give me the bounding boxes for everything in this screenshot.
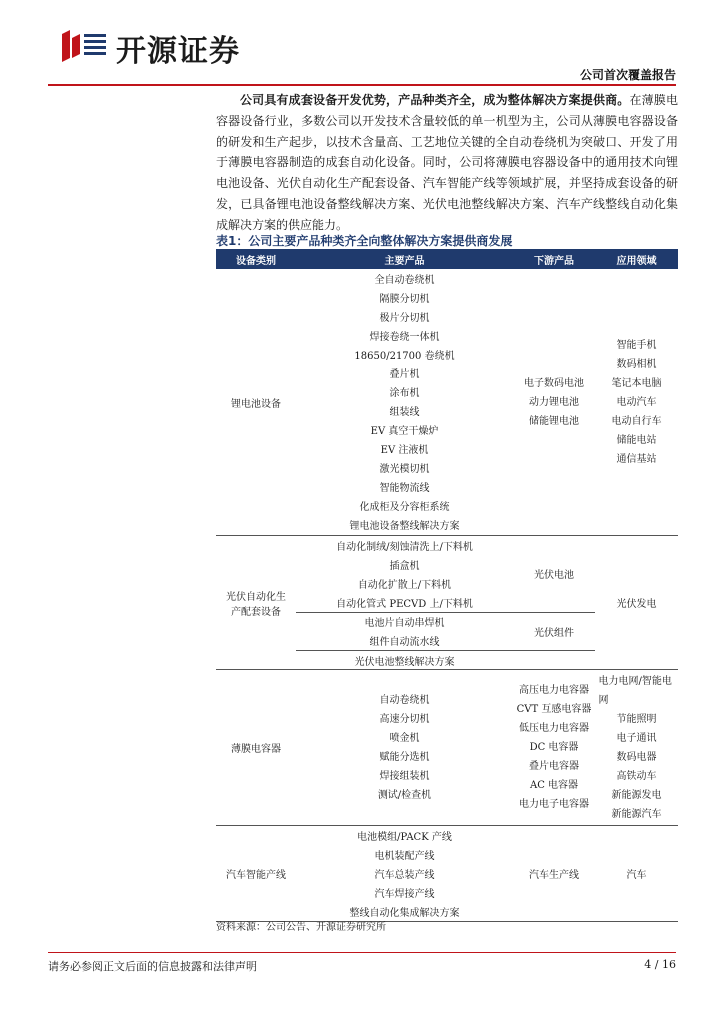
table-header-row: [216, 249, 678, 269]
downstream-item: DC 电容器: [529, 742, 579, 753]
application-item: 通信基站: [616, 453, 657, 465]
pv-subrow-modules: [296, 612, 595, 650]
table-source: 资料来源：公司公告、开源证券研究所: [216, 922, 386, 933]
table-caption: 表1：公司主要产品种类齐全向整体解决方案提供商发展: [216, 234, 513, 248]
application-item: 高铁动车: [616, 770, 657, 782]
product-item: 焊接卷绕一体机: [369, 331, 440, 343]
downstream-item: CVT 互感电容器: [516, 704, 592, 715]
downstream-item: 叠片电容器: [529, 761, 579, 772]
product-item: 隔膜分切机: [379, 293, 430, 305]
product-item: 锂电池设备整线解决方案: [349, 520, 460, 532]
product-item: 喷金机: [389, 732, 420, 744]
table-group-pv: [216, 536, 678, 670]
product-item: 叠片机: [389, 369, 420, 381]
table-group-film-capacitor: [216, 670, 678, 826]
product-item: 自动化制绒/刻蚀清洗上/下料机: [336, 541, 473, 553]
brand-logo-icon: [60, 28, 108, 64]
header-downstream: 下游产品: [534, 255, 574, 267]
paragraph-body: 在薄膜电容器设备行业，多数公司以开发技术含量较低的单一机型为主，公司从薄膜电容器设备的研发和生产起步，以技术含量高、工艺地位关键的全自动卷绕机为突破口、开发了用于薄膜电容器制造的成套自动化设备。同时，公司将薄膜电容器设备中的通用技术向锂电池设备、光伏自动化生产配套设备、汽车智能产线等领域扩展，并坚持成套设备的研发，已具备锂电池设备整线解决方案、光伏电池整线解决方案、汽车产线整线自动化集成解决方案的供应能力。: [216, 93, 678, 232]
pv-subrow-cells: [296, 536, 595, 612]
product-item: 汽车焊接产线: [374, 888, 435, 900]
product-item: 自动卷绕机: [379, 694, 430, 706]
product-item: 18650/21700 卷绕机: [354, 350, 455, 362]
downstream-cell: [513, 269, 595, 535]
page-number: 4 / 16: [644, 958, 676, 971]
product-item: 全自动卷绕机: [374, 274, 435, 286]
products-cell: [296, 670, 513, 825]
downstream-item: 动力锂电池: [529, 396, 579, 408]
pv-subrows: [296, 536, 595, 669]
table-group-auto: [216, 826, 678, 922]
header-category: 设备类别: [236, 255, 276, 267]
application-item: 电力电网/智能电网: [598, 675, 672, 706]
product-item: 电池片自动串焊机: [364, 618, 445, 630]
product-item: 测试/检查机: [377, 789, 432, 801]
downstream-item: 电力电子电容器: [519, 799, 589, 810]
product-item: 激光模切机: [379, 463, 430, 475]
product-item: 涂布机: [389, 388, 420, 400]
application-item: 数码电器: [616, 751, 657, 763]
downstream-item: 电子数码电池: [524, 377, 584, 389]
header-divider: [48, 84, 676, 86]
product-item: 极片分切机: [379, 312, 430, 324]
brand-name: 开源证券: [116, 34, 240, 69]
category-cell: 光伏自动化生产配套设备: [226, 591, 286, 618]
product-item: 组件自动流水线: [369, 636, 440, 648]
products-cell: [296, 536, 513, 612]
application-item: 新能源汽车: [611, 808, 662, 820]
application-item: 智能手机: [616, 339, 657, 351]
downstream-item: AC 电容器: [529, 780, 579, 791]
products-cell: [296, 826, 513, 921]
downstream-cell: 光伏组件: [534, 627, 574, 639]
product-item: 自动化管式 PECVD 上/下料机: [336, 598, 473, 610]
product-item: 高速分切机: [379, 713, 430, 725]
products-cell: [296, 269, 513, 535]
category-cell: 薄膜电容器: [231, 744, 281, 755]
application-item: 笔记本电脑: [611, 377, 662, 389]
downstream-item: 储能锂电池: [529, 415, 579, 427]
products-cell: [296, 613, 513, 650]
downstream-cell: 光伏电池: [534, 570, 574, 582]
product-item: EV 注液机: [380, 444, 429, 456]
application-cell: 光伏发电: [616, 599, 657, 610]
product-item: 自动化扩散上/下料机: [357, 579, 452, 591]
product-item: 电池模组/PACK 产线: [357, 831, 452, 843]
category-cell: 汽车智能产线: [226, 870, 286, 881]
product-item: 焊接组装机: [379, 770, 430, 782]
product-item: 赋能分选机: [379, 751, 430, 763]
product-item: 化成柜及分容柜系统: [359, 501, 450, 513]
table-group-lithium: [216, 269, 678, 536]
application-cell: [595, 269, 678, 535]
footer-divider: [48, 952, 676, 953]
header-application: 应用领域: [616, 255, 657, 267]
application-cell: [595, 670, 678, 825]
application-item: 数码相机: [616, 358, 657, 370]
application-cell: 汽车: [626, 870, 647, 881]
product-item: 光伏电池整线解决方案: [354, 656, 455, 668]
downstream-item: 高压电力电容器: [519, 685, 589, 696]
product-item: 组装线: [389, 407, 420, 419]
product-item: 汽车总装产线: [374, 869, 435, 881]
report-type: 公司首次覆盖报告: [579, 68, 676, 82]
downstream-item: 低压电力电容器: [519, 723, 589, 734]
product-item: 电机装配产线: [374, 850, 435, 862]
downstream-cell: 汽车生产线: [529, 870, 579, 881]
application-item: 电子通讯: [616, 732, 657, 744]
product-item: 智能物流线: [379, 482, 430, 494]
application-item: 新能源发电: [611, 789, 662, 801]
application-item: 节能照明: [616, 713, 657, 725]
page-header: [0, 0, 724, 90]
footer-disclaimer: 请务必参阅正文后面的信息披露和法律声明: [48, 960, 257, 973]
application-item: 电动自行车: [611, 415, 662, 427]
product-table: [216, 249, 678, 922]
application-item: 电动汽车: [616, 396, 657, 408]
application-item: 储能电站: [616, 434, 657, 446]
category-cell: 锂电池设备: [231, 398, 281, 410]
product-item: 插盒机: [389, 560, 420, 572]
pv-subrow-solution: [296, 650, 595, 670]
header-products: 主要产品: [384, 255, 425, 267]
product-item: EV 真空干燥炉: [370, 426, 439, 438]
downstream-cell: [513, 670, 595, 825]
paragraph-lead: 公司具有成套设备开发优势，产品种类齐全，成为整体解决方案提供商。: [240, 93, 630, 107]
intro-paragraph: [216, 90, 678, 236]
product-item: 整线自动化集成解决方案: [349, 907, 460, 919]
